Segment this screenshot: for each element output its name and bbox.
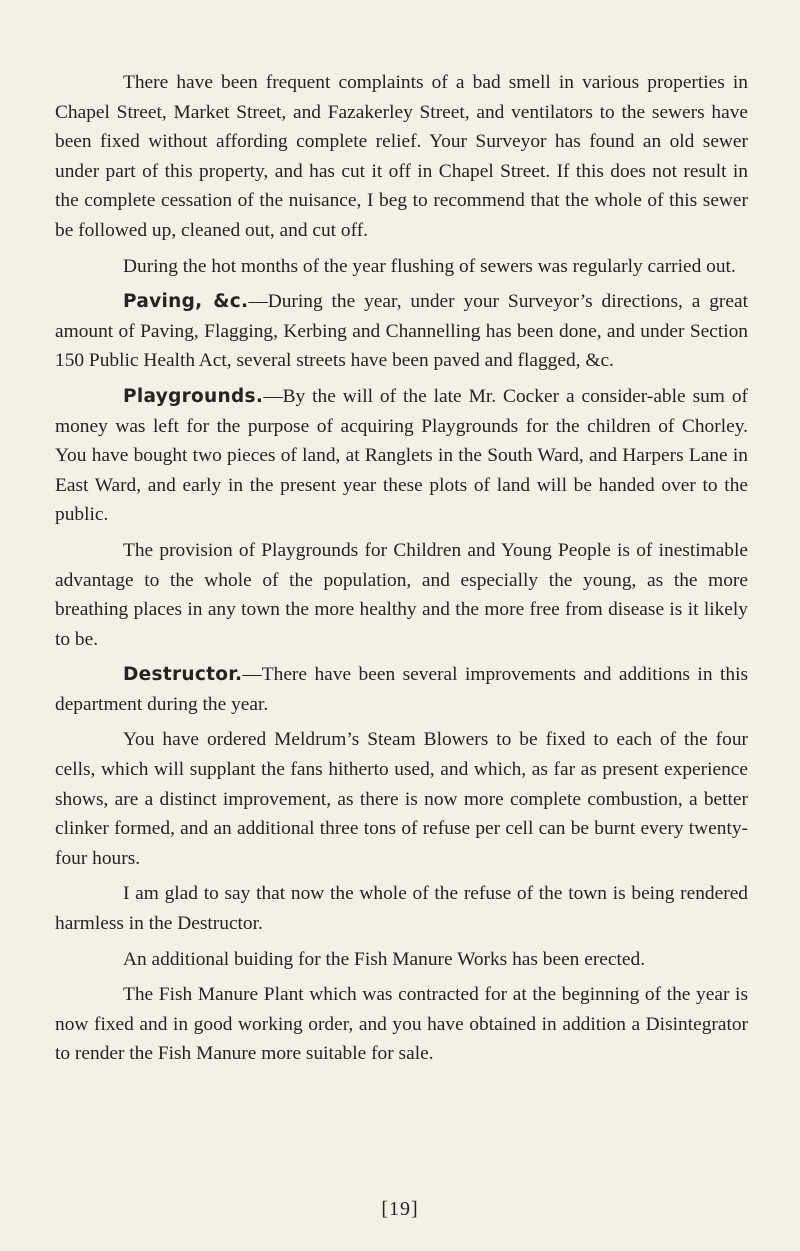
paragraph-playground-benefits [55, 536, 748, 654]
document-body [55, 68, 748, 1075]
section-heading-destructor: Destructor. [123, 664, 243, 686]
section-heading-paving: Paving, &c. [123, 291, 249, 313]
paragraph-text: An additional buiding for the Fish Manure Works has been erected. [123, 948, 646, 970]
paragraph-sewer-complaints [55, 68, 748, 246]
paragraph-refuse [55, 879, 748, 938]
paragraph-text: I am glad to say that now the whole of the refuse of the town is being rendered harmless in the Destructor. [55, 883, 748, 935]
page-number: [19] [381, 1198, 419, 1220]
paragraph-text: During the hot months of the year flushing of sewers was regularly carried out. [123, 255, 736, 277]
paragraph-text: There have been frequent complaints of a bad smell in various properties in Chapel Street, Market Street, and Fazakerley Street, and ventilators to the sewers have been fixed without affording complete relief. Your Surveyor has found an old sewer under part of this property, and has cut it off in Chapel Street. If this does not result in the complete cessation of the nuisance, I beg to recommend that the whole of this sewer be followed up, cleaned out, and cut off. [55, 72, 748, 241]
paragraph-text: —There have been several improvements and additions in this department during the year. [55, 664, 748, 715]
paragraph-fish-manure-building [55, 945, 748, 975]
paragraph-text: —By the will of the late Mr. Cocker a consider-able sum of money was left for the purpose of acquiring Playgrounds for the children of Chorley. You have bought two pieces of land, at Ranglets in the South Ward, and Harpers Lane in East Ward, and early in the present year these plots of land will be handed over to the public. [55, 385, 748, 526]
paragraph-text: You have ordered Meldrum’s Steam Blowers to be fixed to each of the four cells, which will supplant the fans hitherto used, and which, as far as present experience shows, are a distinct improvement, as there is now more complete combustion, a better clinker formed, and an additional three tons of refuse per cell can be burnt every twenty-four hours. [55, 729, 748, 869]
paragraph-paving [55, 287, 748, 376]
paragraph-playgrounds [55, 382, 748, 530]
paragraph-destructor [55, 660, 748, 719]
paragraph-text: —During the year, under your Surveyor’s directions, a great amount of Paving, Flagging, Kerbing and Channelling has been done, and under Section 150 Public Health Act, several streets have been paved and flagged, &c. [55, 291, 748, 372]
paragraph-text: The Fish Manure Plant which was contracted for at the beginning of the year is now fixed and in good working order, and you have obtained in addition a Disintegrator to render the Fish Manure more suitable for sale. [55, 984, 748, 1065]
paragraph-fish-manure-plant [55, 980, 748, 1069]
paragraph-steam-blowers [55, 725, 748, 873]
paragraph-text: The provision of Playgrounds for Children and Young People is of inestimable advantage to the whole of the population, and especially the young, as the more breathing places in any town the more healthy and the more free from disease is it likely to be. [55, 539, 748, 650]
paragraph-flushing [55, 252, 748, 282]
section-heading-playgrounds: Playgrounds. [123, 385, 264, 407]
